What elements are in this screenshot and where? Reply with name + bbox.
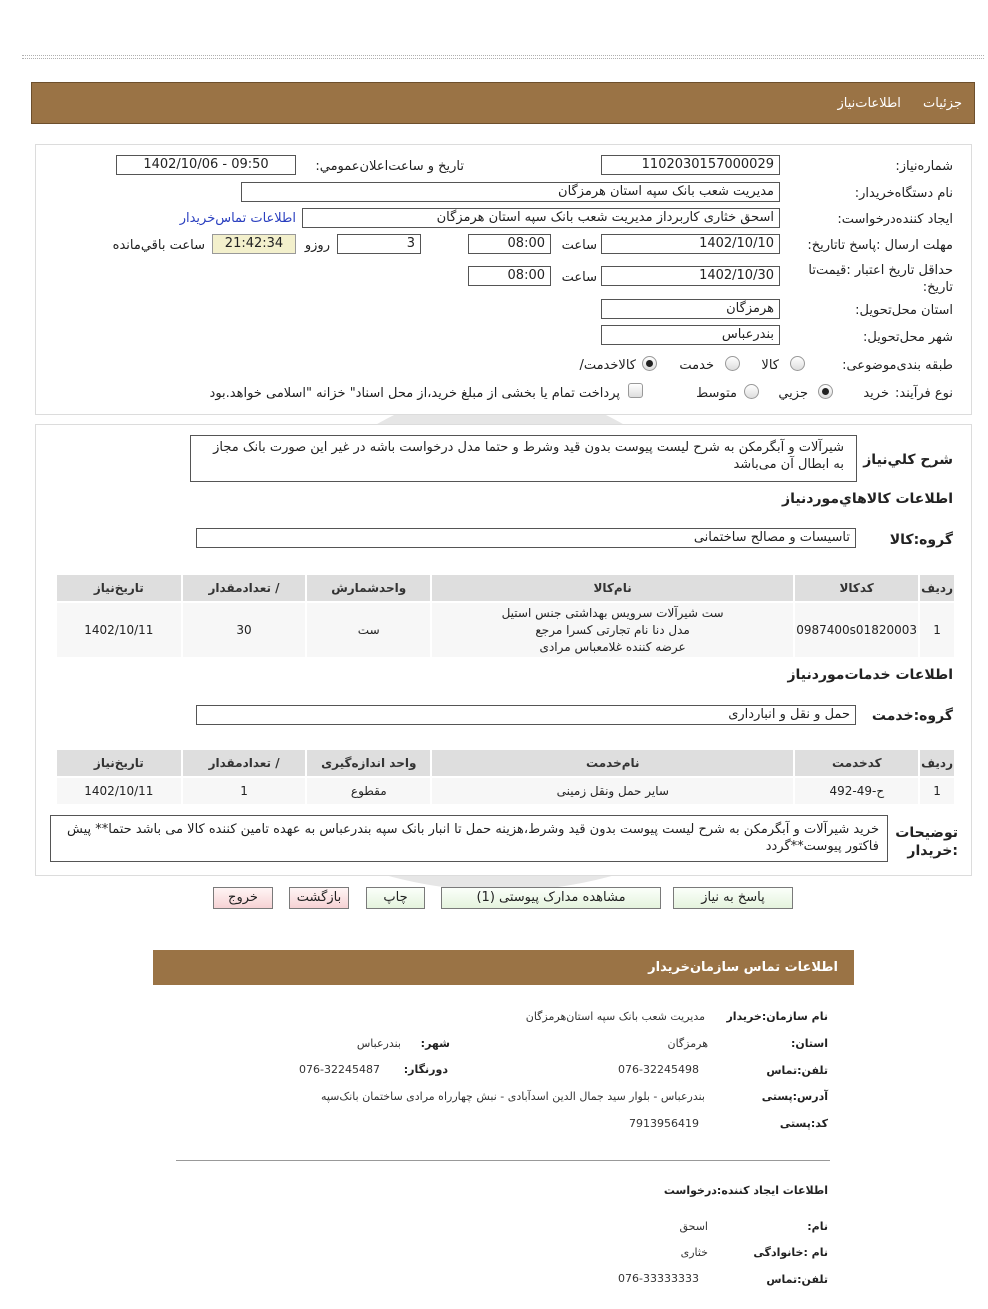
contact-postal-label: کد:پستی xyxy=(779,1117,828,1130)
services-cell-code: ح-49-492 xyxy=(794,777,919,805)
validity-date-field: 1402/10/30 xyxy=(601,266,780,286)
days-label: روزو xyxy=(304,238,330,253)
services-col-unit: واحد اندازه‌گیری xyxy=(306,749,431,777)
summary-label: شرح کلي‌نیاز xyxy=(863,452,953,468)
contact-fax-value: 076-32245487 xyxy=(299,1063,380,1076)
category-goods-service-label: کالا‌خدمت/ xyxy=(579,358,636,373)
announce-field: 1402/10/06 - 09:50 xyxy=(116,155,296,175)
goods-cell-name xyxy=(431,602,794,658)
goods-table xyxy=(55,573,956,659)
contact-org-label: نام سازمان:خریدار xyxy=(726,1010,828,1023)
treasury-payment-checkbox[interactable] xyxy=(628,383,643,398)
contact-address-label: آدرس:پستی xyxy=(761,1090,828,1103)
goods-col-unit: واحدشمارش xyxy=(306,574,431,602)
process-minor-radio[interactable] xyxy=(818,384,833,399)
province-label: استان محل‌تحویل: xyxy=(855,303,953,318)
process-purchase-label: خرید xyxy=(863,386,889,401)
contact-city-value: بندرعباس xyxy=(356,1037,401,1050)
creator-family-label: نام :خانوادگی xyxy=(753,1246,828,1259)
goods-name-line: ست شیرآلات سرویس بهداشتی جنس استیل xyxy=(501,605,724,620)
contact-phone-value: 076-32245498 xyxy=(618,1063,699,1076)
summary-text: شیرآلات و آبگرمکن به شرح لیست پیوست بدون قید وشرط و حتما مدل درخواست باشه در غیر این صورت بانک مجاز به ابطال آن می‌باشد xyxy=(190,435,857,482)
back-button[interactable]: بازگشت xyxy=(289,887,349,909)
creator-family-value: خثاری xyxy=(680,1246,708,1259)
services-group-field: حمل و نقل و انبارداری xyxy=(196,705,856,725)
days-field: 3 xyxy=(337,234,421,254)
validity-time-field: 08:00 xyxy=(468,266,551,286)
process-medium-label: متوسط xyxy=(696,386,737,401)
goods-col-qty: / تعدادمقدار xyxy=(182,574,307,602)
category-goods-radio[interactable] xyxy=(790,356,805,371)
city-field: بندرعباس xyxy=(601,325,780,345)
exit-button[interactable]: خروج xyxy=(213,887,273,909)
services-section-title: اطلاعات خدمات‌موردنیاز xyxy=(787,667,953,683)
contact-address-value: بندرعباس - بلوار سید جمال الدین اسدآبادی - نبش چهارراه مرادی ساختمان بانک‌سپه xyxy=(320,1090,705,1103)
contact-phone-label: تلفن:تماس xyxy=(766,1064,828,1077)
category-goods-label: کالا xyxy=(761,358,779,373)
category-service-radio[interactable] xyxy=(725,356,740,371)
services-col-row: ردیف xyxy=(919,749,955,777)
category-goods-service-radio[interactable] xyxy=(642,356,657,371)
goods-group-label: گروه:کالا xyxy=(889,532,953,548)
services-group-label: گروه:خدمت xyxy=(871,708,953,724)
contact-province-label: استان: xyxy=(791,1037,828,1050)
buyer-notes-label: توضیحات :خریدار xyxy=(895,825,958,859)
province-field: هرمزگان xyxy=(601,299,780,319)
tab-need-info[interactable]: اطلاعات‌نیاز xyxy=(837,96,901,111)
services-cell-unit: مقطوع xyxy=(306,777,431,805)
goods-col-row: ردیف xyxy=(919,574,955,602)
buyer-notes-text: خرید شیرآلات و آبگرمکن به شرح لیست پیوست بدون قید وشرط،هزینه حمل تا انبار بانک سپه بندرعباس به عهده تامین کننده کالا می باشد حتما** پیش فاکتور پیوست**گردد xyxy=(50,815,888,862)
services-cell-row: 1 xyxy=(919,777,955,805)
tab-details[interactable]: جزئیات xyxy=(923,96,962,111)
creator-field: اسحق خثاری کاربرداز مدیریت شعب بانک سپه استان هرمزگان xyxy=(302,208,780,228)
services-table xyxy=(55,748,956,806)
remaining-label: ساعت باقي‌مانده xyxy=(112,238,205,253)
buyer-contact-link[interactable]: اطلاعات تماس‌خریدار xyxy=(179,211,296,226)
top-divider xyxy=(22,55,984,59)
reply-button[interactable]: پاسخ به نیاز xyxy=(673,887,793,909)
services-cell-qty: 1 xyxy=(182,777,307,805)
creator-phone-value: 076-33333333 xyxy=(618,1272,699,1285)
table-row xyxy=(56,777,955,805)
deadline-date-field: 1402/10/10 xyxy=(601,234,780,254)
validity-time-label: ساعت xyxy=(561,270,597,285)
deadline-time-field: 08:00 xyxy=(468,234,551,254)
process-label: نوع فرآیند: xyxy=(895,386,953,401)
buyer-field: مدیریت شعب بانک سپه استان هرمزگان xyxy=(241,182,780,202)
print-button[interactable]: چاپ xyxy=(366,887,425,909)
creator-name-value: اسحق xyxy=(679,1220,708,1233)
need-number-label: شماره‌نیاز: xyxy=(895,159,953,174)
goods-name-line: عرضه کننده غلامعباس مرادی xyxy=(539,639,686,654)
contact-org-value: مدیریت شعب بانک سپه استان‌هرمزگان xyxy=(525,1010,705,1023)
city-label: شهر محل‌تحویل: xyxy=(863,330,953,345)
services-col-date: تاریخ‌نیاز xyxy=(56,749,182,777)
buyer-label: نام دستگاه‌خریدار: xyxy=(854,186,953,201)
contact-header-bar: اطلاعات تماس سازمان‌خریدار xyxy=(153,950,854,985)
goods-cell-code: 0987400s01820003 xyxy=(794,602,919,658)
services-col-name: نام‌خدمت xyxy=(431,749,794,777)
goods-group-field: تاسیسات و مصالح ساختمانی xyxy=(196,528,856,548)
creator-phone-label: تلفن:تماس xyxy=(766,1273,828,1286)
table-row xyxy=(56,602,955,658)
process-minor-label: جزيي xyxy=(778,386,808,401)
goods-cell-row: 1 xyxy=(919,602,955,658)
goods-name-line: مدل دنا نام تجارتی کسرا مرجع xyxy=(535,622,690,637)
announce-label: تاریخ و ساعت‌اعلان‌عمومي: xyxy=(315,159,464,174)
goods-section-title: اطلاعات کالاهاي‌موردنیاز xyxy=(782,491,953,507)
category-service-label: خدمت xyxy=(679,358,714,373)
creator-info-title: اطلاعات ایجاد کننده:درخواست xyxy=(663,1184,828,1197)
deadline-time-label: ساعت xyxy=(561,238,597,253)
view-attachments-button[interactable]: مشاهده مدارک پیوستی (1) xyxy=(441,887,661,909)
deadline-label: مهلت ارسال :پاسخ تا‌تاریخ: xyxy=(807,238,953,253)
process-medium-radio[interactable] xyxy=(744,384,759,399)
header-bar xyxy=(31,82,975,124)
category-label: طبقه بندی‌موضوعی: xyxy=(842,358,953,373)
services-cell-date: 1402/10/11 xyxy=(56,777,182,805)
contact-fax-label: دورنگار: xyxy=(403,1063,448,1076)
goods-cell-qty: 30 xyxy=(182,602,307,658)
services-col-code: کدخدمت xyxy=(794,749,919,777)
creator-name-label: نام: xyxy=(807,1220,828,1233)
contact-province-value: هرمزگان xyxy=(667,1037,708,1050)
treasury-payment-note: پرداخت تمام یا بخشی از مبلغ خرید،از محل اسناد" خزانه "اسلامی خواهد.بود xyxy=(209,386,620,401)
contact-divider xyxy=(176,1160,830,1161)
goods-col-date: تاریخ‌نیاز xyxy=(56,574,182,602)
need-number-field: 1102030157000029 xyxy=(601,155,780,175)
contact-city-label: شهر: xyxy=(420,1037,450,1050)
validity-label: حداقل تاریخ اعتبار :قیمت‌تا تاریخ: xyxy=(808,263,953,295)
goods-cell-unit: ست xyxy=(306,602,431,658)
goods-cell-date: 1402/10/11 xyxy=(56,602,182,658)
services-cell-name: سایر حمل ونقل زمینی xyxy=(431,777,794,805)
remaining-timer: 21:42:34 xyxy=(212,234,296,254)
services-col-qty: / تعدادمقدار xyxy=(182,749,307,777)
creator-label: ایجاد کننده‌درخواست: xyxy=(837,212,953,227)
contact-postal-value: 7913956419 xyxy=(629,1117,699,1130)
goods-col-code: کدکالا xyxy=(794,574,919,602)
goods-col-name: نام‌کالا xyxy=(431,574,794,602)
